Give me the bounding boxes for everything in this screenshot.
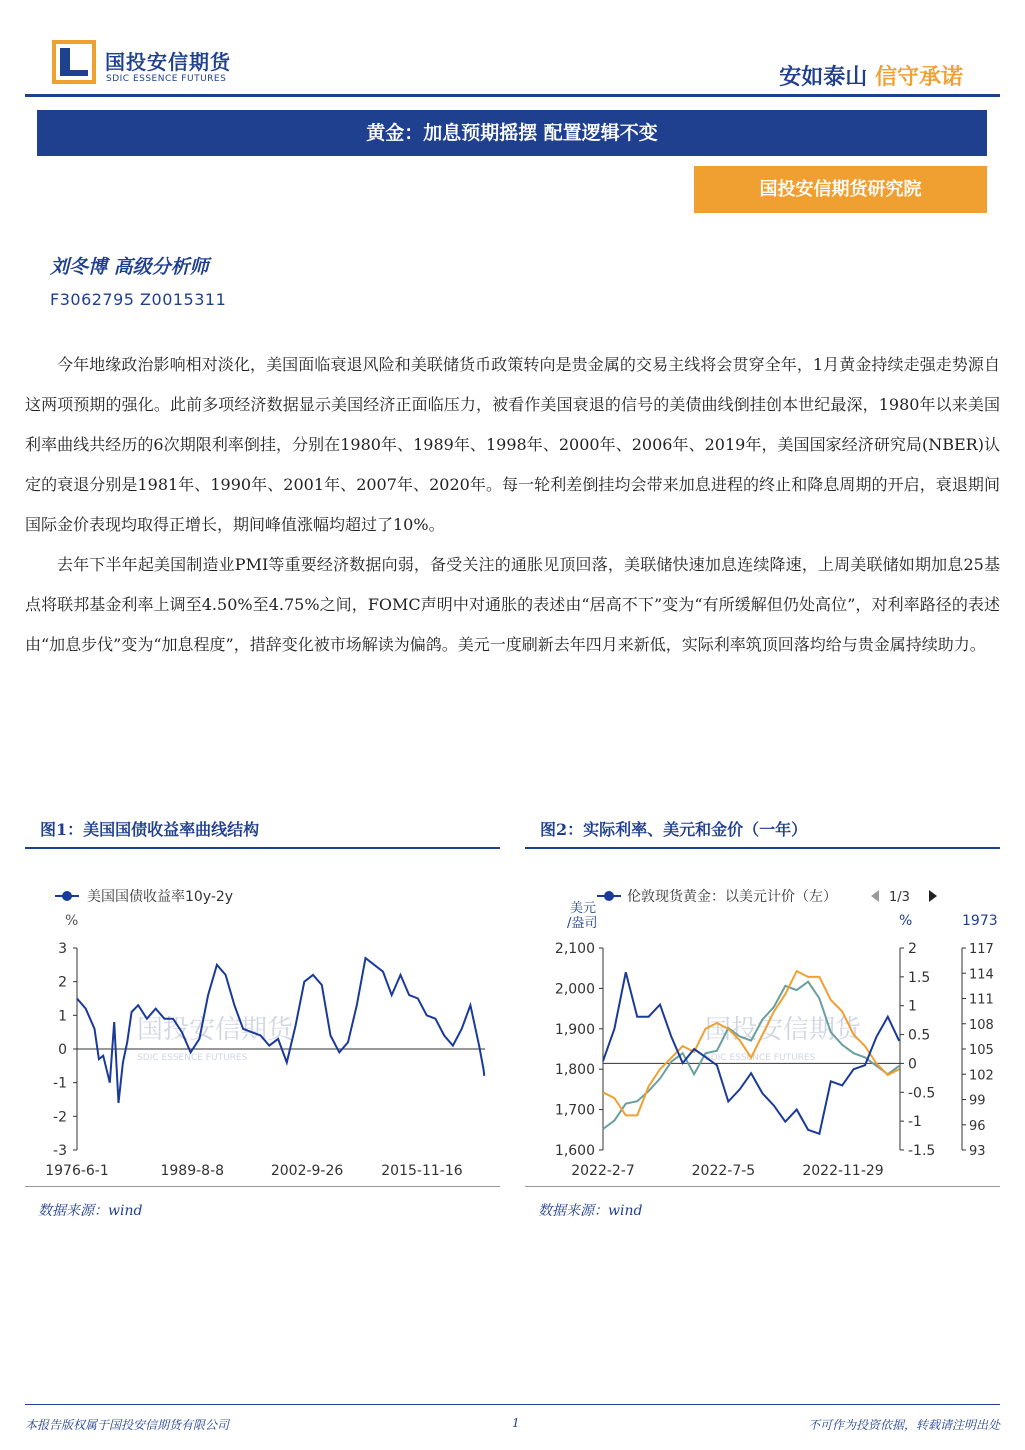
fig2-legend-label: 伦敦现货黄金：以美元计价（左） (627, 889, 837, 905)
fig2-legend-marker (604, 891, 614, 901)
figure-2-title: 图2：实际利率、美元和金价（一年） (540, 820, 808, 839)
figure-1-title: 图1：美国国债收益率曲线结构 (40, 820, 260, 839)
report-title: 黄金：加息预期摇摆 配置逻辑不变 (37, 110, 987, 156)
footer-divider (25, 1404, 1000, 1405)
footer-disclaimer: 不可作为投资依据，转载请注明出处 (807, 1418, 1000, 1432)
fig2-right-tick-label: 111 (969, 992, 994, 1008)
fig2-x-tick-label: 2022-11-29 (802, 1163, 884, 1179)
fig2-mid-tick-label: 0 (908, 1056, 917, 1073)
fig2-right-tick-label: 108 (969, 1017, 994, 1033)
fig2-right-tick-label: 99 (969, 1093, 986, 1109)
fig2-left-tick-label: 1,600 (554, 1143, 595, 1159)
fig1-watermark-cn: 国投安信期货 (137, 1015, 294, 1045)
report-body (25, 345, 1000, 665)
fig2-mid-unit: % (899, 913, 913, 929)
research-institute-label: 国投安信期货研究院 (694, 166, 987, 213)
figure-2-chart (525, 860, 1000, 1185)
fig1-y-tick-label: 0 (58, 1042, 67, 1058)
fig2-right-tick-label: 96 (969, 1118, 986, 1134)
fig2-right-tick-label: 102 (969, 1068, 994, 1084)
paragraph-2: 去年下半年起美国制造业PMI等重要经济数据向弱，备受关注的通胀见顶回落，美联储快速加息连续降速，上周美联储如期加息25基点将联邦基金利率上调至4.50%至4.75%之间，FOMC声明中对通胀的表述由“居高不下”变为“有所缓解但仍处高位”，对利率路径的表述由“加息步伐”变为“加息程度”，措辞变化被市场解读为偏鸽。美元一度刷新去年四月来新低，实际利率筑顶回落均给与贵金属持续助力。 (25, 555, 1000, 654)
figure-1-chart (25, 860, 500, 1185)
fig2-left-tick-label: 2,100 (554, 941, 595, 957)
fig2-left-tick-label: 1,800 (554, 1062, 595, 1079)
fig2-watermark-cn: 国投安信期货 (705, 1015, 862, 1045)
fig1-watermark-en: SDIC ESSENCE FUTURES (137, 1053, 248, 1063)
fig1-y-tick-label: -3 (53, 1143, 67, 1159)
fig1-y-unit: % (65, 913, 79, 929)
legend-pager: 1/3 (889, 890, 910, 905)
fig2-left-tick-label: 2,000 (554, 981, 595, 998)
author-name: 刘冬博 高级分析师 (50, 256, 209, 278)
slogan (779, 60, 963, 91)
figure-2-source: 数据来源：wind (538, 1203, 643, 1219)
fig1-legend-marker (62, 891, 72, 901)
slogan-blue: 安如泰山 (779, 65, 868, 90)
fig1-x-tick-label: 2015-11-16 (381, 1163, 463, 1179)
fig2-right-tick-label: 93 (969, 1144, 986, 1159)
fig1-y-tick-label: -2 (53, 1109, 67, 1126)
fig2-right-unit: 1973 (962, 913, 998, 929)
fig2-mid-tick-label: 2 (908, 941, 917, 957)
logo-text-cn: 国投安信期货 (105, 50, 231, 74)
fig1-y-tick-label: 2 (58, 974, 67, 991)
fig2-right-tick-label: 117 (969, 942, 994, 957)
fig1-x-tick-label: 2002-9-26 (270, 1163, 344, 1179)
fig2-mid-tick-label: 0.5 (908, 1027, 931, 1044)
fig2-left-tick-label: 1,900 (554, 1021, 595, 1038)
legend-prev-icon[interactable] (871, 890, 879, 902)
fig1-legend-label: 美国国债收益率10y-2y (87, 889, 234, 905)
fig1-y-tick-label: -1 (53, 1075, 67, 1092)
fig2-left-unit-1: 美元 (570, 901, 597, 916)
slogan-orange: 信守承诺 (874, 65, 963, 90)
figure-2-top-rule (525, 847, 1000, 849)
fig2-left-unit-2: /盎司 (567, 916, 598, 931)
fig2-left-tick-label: 1,700 (554, 1102, 595, 1119)
fig2-right-tick-label: 105 (969, 1043, 994, 1058)
fig1-y-tick-label: 3 (58, 941, 67, 957)
footer-copyright: 本报告版权属于国投安信期货有限公司 (25, 1418, 230, 1432)
fig2-mid-tick-label: -0.5 (908, 1085, 936, 1102)
fig2-x-tick-label: 2022-2-7 (571, 1163, 635, 1179)
company-logo-icon (52, 40, 96, 84)
fig2-mid-tick-label: -1 (908, 1114, 922, 1131)
header-divider (25, 94, 1000, 97)
page-number: 1 (512, 1416, 520, 1430)
legend-next-icon[interactable] (929, 890, 937, 902)
author-license-codes: F3062795 Z0015311 (50, 290, 227, 309)
fig2-watermark-en: SDIC ESSENCE FUTURES (705, 1053, 816, 1063)
figure-1-source: 数据来源：wind (38, 1203, 143, 1219)
paragraph-1: 今年地缘政治影响相对淡化，美国面临衰退风险和美联储货币政策转向是贵金属的交易主线将会贯穿全年，1月黄金持续走强走势源自这两项预期的强化。此前多项经济数据显示美国经济正面临压力，被看作美国衰退的信号的美债曲线倒挂创本世纪最深，1980年以来美国利率曲线共经历的6次期限利率倒挂，分别在1980年、1989年、1998年、2000年、2006年、2019年，美国国家经济研究局(NBER)认定的衰退分别是1981年、1990年、2001年、2007年、2020年。每一轮利差倒挂均会带来加息进程的终止和降息周期的开启，衰退期间国际金价表现均取得正增长，期间峰值涨幅均超过了10%。 (25, 355, 1000, 534)
fig2-mid-tick-label: 1.5 (908, 969, 931, 986)
fig2-right-tick-label: 114 (969, 967, 994, 983)
figure-1-bottom-rule (25, 1186, 500, 1187)
fig1-y-tick-label: 1 (58, 1008, 67, 1025)
fig2-mid-tick-label: 1 (908, 998, 917, 1015)
figure-1-top-rule (25, 847, 500, 849)
logo-text-en: SDIC ESSENCE FUTURES (106, 74, 227, 84)
fig1-x-tick-label: 1976-6-1 (45, 1163, 109, 1179)
figure-2-bottom-rule (525, 1186, 1000, 1187)
fig1-x-tick-label: 1989-8-8 (160, 1163, 225, 1179)
fig2-x-tick-label: 2022-7-5 (691, 1163, 756, 1179)
fig2-mid-tick-label: -1.5 (908, 1143, 936, 1159)
